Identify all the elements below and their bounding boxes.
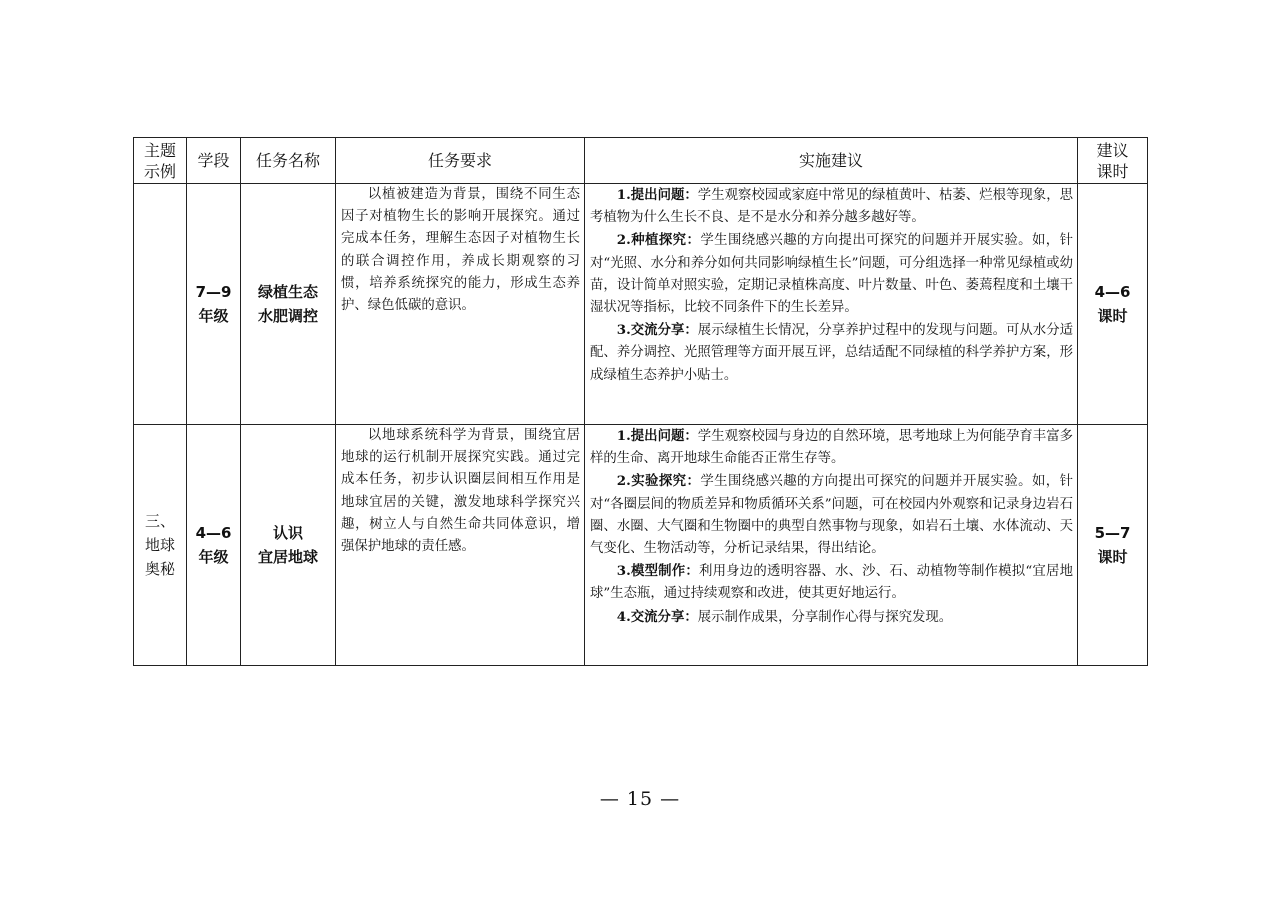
suggestion-title: 4.交流分享： <box>616 608 698 625</box>
header-task-name: 任务名称 <box>241 138 336 184</box>
suggestion-item <box>590 425 1073 470</box>
hours-unit: 课时 <box>1097 548 1128 566</box>
suggestion-title: 2.实验探究： <box>616 473 701 490</box>
header-grade: 学段 <box>187 138 241 184</box>
suggestion-item <box>590 184 1073 229</box>
task-name-line-1: 绿植生态 <box>257 283 318 301</box>
header-hours-line-1: 建议 <box>1096 140 1129 160</box>
grade-cell <box>187 425 241 666</box>
theme-line-3: 奥秘 <box>144 560 175 578</box>
hours-cell <box>1078 425 1148 666</box>
suggestion-text: 学生观察校园与身边的自然环境，思考地球上为何能孕育丰富多样的生命、离开地球生命能否正常生存等。 <box>590 429 1074 467</box>
suggestion-title: 3.交流分享： <box>616 322 698 339</box>
suggestion-text: 学生围绕感兴趣的方向提出可探究的问题并开展实验。如，针对“光照、水分和养分如何共同影响绿植生长”问题，可分组选择一种常见绿植或幼苗，设计简单对照实验，定期记录植株高度、叶片数量、叶色、萎蔫程度和土壤干湿状况等指标，比较不同条件下的生长差异。 <box>590 233 1074 316</box>
suggestion-item <box>590 470 1073 560</box>
hours-range: 5—7 <box>1094 524 1131 542</box>
header-suggestions: 实施建议 <box>585 138 1078 184</box>
suggestion-title: 1.提出问题： <box>616 428 698 444</box>
suggestion-text: 展示绿植生长情况，分享养护过程中的发现与问题。可从水分适配、养分调控、光照管理等方面开展互评，总结适配不同绿植的科学养护方案，形成绿植生态养护小贴士。 <box>590 323 1074 383</box>
suggestion-text: 利用身边的透明容器、水、沙、石、动植物等制作模拟“宜居地球”生态瓶，通过持续观察和改进，使其更好地运行。 <box>590 564 1073 602</box>
hours-unit: 课时 <box>1097 307 1128 325</box>
suggestion-item <box>590 560 1073 605</box>
header-requirement: 任务要求 <box>336 138 585 184</box>
suggestion-text: 展示制作成果，分享制作心得与探究发现。 <box>697 609 953 625</box>
suggestion-text: 学生观察校园或家庭中常见的绿植黄叶、枯萎、烂根等现象，思考植物为什么生长不良、是不是水分和养分越多越好等。 <box>590 188 1074 226</box>
grade-range: 4—6 <box>195 524 232 542</box>
header-theme-line-1: 主题 <box>143 140 176 160</box>
table-row <box>134 425 1148 666</box>
suggestions-cell <box>585 184 1078 425</box>
requirement-text: 以植被建造为背景，围绕不同生态因子对植物生长的影响开展探究。通过完成本任务，理解生态因子对植物生长的联合调控作用，养成长期观察的习惯，培养系统探究的能力，形成生态养护、绿色低碳的意识。 <box>341 187 580 314</box>
task-name-line-2: 宜居地球 <box>257 548 318 566</box>
suggestion-item <box>590 606 1073 629</box>
header-hours-line-2: 课时 <box>1096 161 1129 181</box>
task-name-line-2: 水肥调控 <box>257 307 318 325</box>
hours-cell <box>1078 184 1148 425</box>
page-number: — 15 — <box>599 788 681 810</box>
suggestion-title: 1.提出问题： <box>616 187 698 203</box>
suggestion-title: 3.模型制作： <box>616 563 699 580</box>
table-row <box>134 184 1148 425</box>
task-name-line-1: 认识 <box>272 524 303 542</box>
suggestion-title: 2.种植探究： <box>616 232 701 249</box>
requirement-cell <box>336 184 585 425</box>
task-name-cell <box>241 184 336 425</box>
table-header-row <box>134 138 1148 184</box>
header-theme-line-2: 示例 <box>143 161 176 181</box>
suggestion-item <box>590 319 1073 387</box>
requirement-cell <box>336 425 585 666</box>
hours-range: 4—6 <box>1094 283 1131 301</box>
theme-line-1: 三、 <box>144 512 175 530</box>
header-theme <box>134 138 187 184</box>
requirement-text: 以地球系统科学为背景，围绕宜居地球的运行机制开展探究实践。通过完成本任务，初步认识圈层间相互作用是地球宜居的关键，激发地球科学探究兴趣，树立人与自然生命共同体意识，增强保护地球的责任感。 <box>341 428 580 555</box>
suggestions-cell <box>585 425 1078 666</box>
header-hours <box>1078 138 1148 184</box>
theme-line-2: 地球 <box>144 536 175 554</box>
task-name-cell <box>241 425 336 666</box>
suggestion-text: 学生围绕感兴趣的方向提出可探究的问题并开展实验。如，针对“各圈层间的物质差异和物质循环关系”问题，可在校园内外观察和记录身边岩石圈、水圈、大气圈和生物圈中的典型自然事物与现象，如岩石土壤、水体流动、天气变化、生物活动等，分析记录结果，得出结论。 <box>590 474 1074 557</box>
grade-unit: 年级 <box>198 548 229 566</box>
curriculum-table <box>133 137 1148 666</box>
suggestion-item <box>590 229 1073 319</box>
grade-cell <box>187 184 241 425</box>
theme-cell <box>134 425 187 666</box>
grade-range: 7—9 <box>195 283 232 301</box>
theme-cell <box>134 184 187 425</box>
grade-unit: 年级 <box>198 307 229 325</box>
